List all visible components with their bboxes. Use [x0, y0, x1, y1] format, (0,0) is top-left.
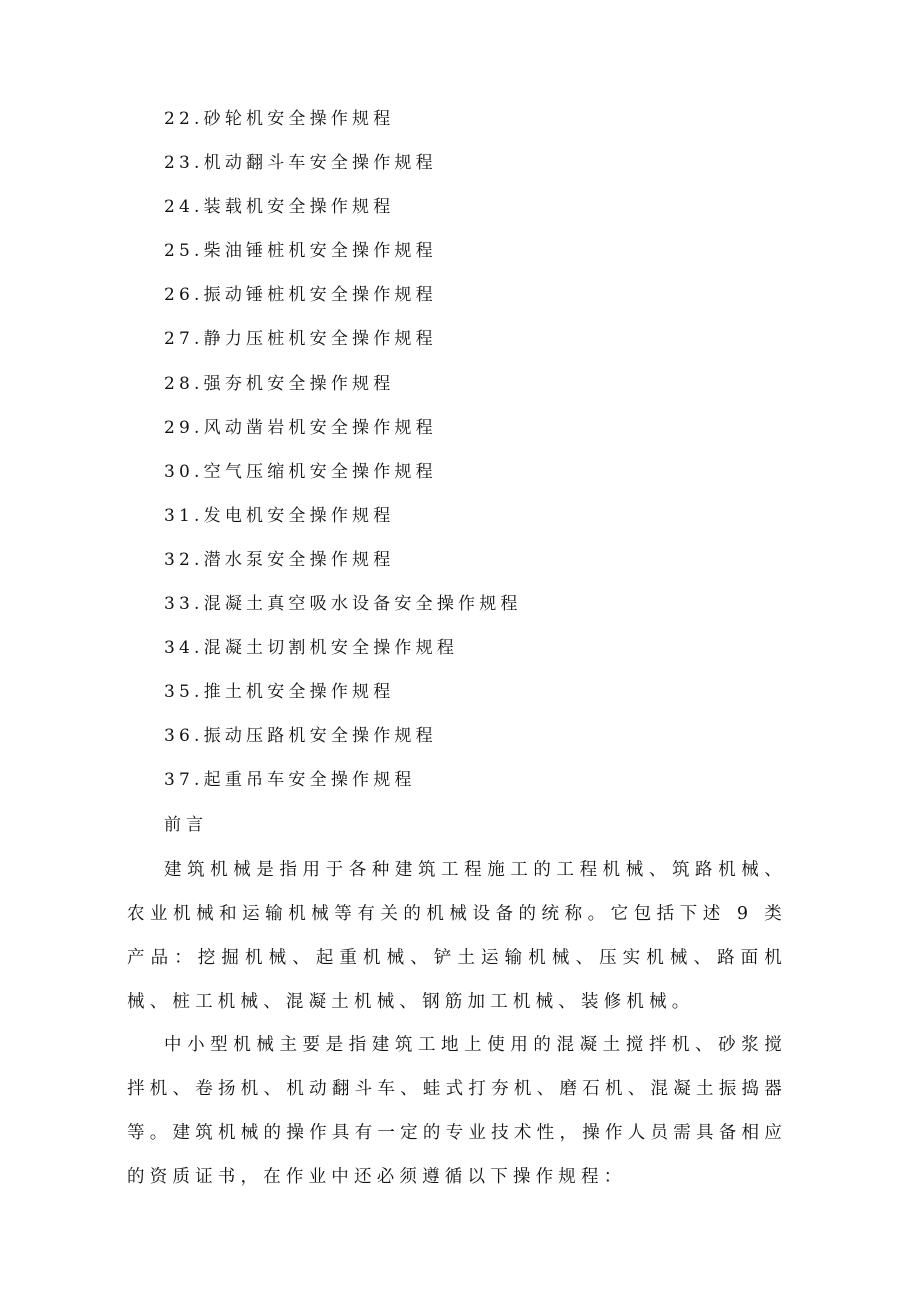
toc-item: 24.装载机安全操作规程 [164, 197, 395, 218]
preface-paragraph-1: 建筑机械是指用于各种建筑工程施工的工程机械、筑路机械、农业机械和运输机械等有关的机械设备的统称。它包括下述 9 类产品：挖掘机械、起重机械、铲土运输机械、压实机械、路面机械、桩工机械、混凝土机械、钢筋加工机械、装修机械。 [127, 860, 787, 1013]
toc-item: 23.机动翻斗车安全操作规程 [164, 153, 437, 174]
toc-item: 36.振动压路机安全操作规程 [164, 726, 437, 747]
toc-item: 25.柴油锤桩机安全操作规程 [164, 241, 437, 262]
toc-item: 22.砂轮机安全操作规程 [164, 109, 395, 129]
preface-heading: 前言 [164, 815, 208, 835]
toc-item: 27.静力压桩机安全操作规程 [164, 329, 437, 350]
toc-item: 29.风动凿岩机安全操作规程 [164, 417, 437, 438]
table-of-contents [164, 104, 804, 810]
toc-item: 33.混凝土真空吸水设备安全操作规程 [164, 594, 522, 615]
toc-item: 37.起重吊车安全操作规程 [164, 770, 416, 791]
toc-item: 30.空气压缩机安全操作规程 [164, 461, 437, 482]
preface-paragraph-2: 中小型机械主要是指建筑工地上使用的混凝土搅拌机、砂浆搅拌机、卷扬机、机动翻斗车、蛙式打夯机、磨石机、混凝土振捣器等。建筑机械的操作具有一定的专业技术性，操作人员需具备相应的资质证书，在作业中还必须遵循以下操作规程： [127, 1035, 787, 1188]
toc-item: 32.潜水泵安全操作规程 [164, 549, 395, 570]
toc-item: 35.推土机安全操作规程 [164, 682, 395, 703]
toc-item: 31.发电机安全操作规程 [164, 505, 395, 526]
toc-item: 26.振动锤桩机安全操作规程 [164, 285, 437, 306]
toc-item: 28.强夯机安全操作规程 [164, 373, 395, 394]
toc-item: 34.混凝土切割机安全操作规程 [164, 638, 459, 659]
